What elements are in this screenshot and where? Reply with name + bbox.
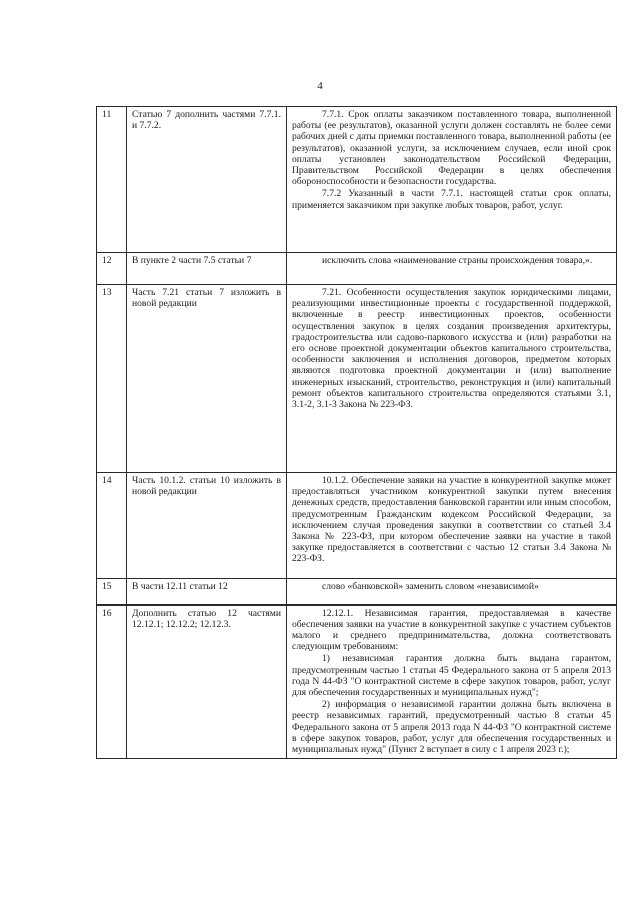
amendment-text [287, 605, 617, 759]
amendment-location: В части 12.11 статьи 12 [127, 579, 287, 605]
table-row [97, 473, 617, 579]
amendment-location: Часть 10.1.2. статьи 10 изложить в новой редакции [127, 473, 287, 579]
amendment-text [287, 253, 617, 285]
table-row [97, 107, 617, 253]
amendment-paragraph: 1) независимая гарантия должна быть выдана гарантом, предусмотренным частью 1 статьи 45 Федерального закона от 5 апреля 2013 года N 44-ФЗ "О контрактной системе в сфере закупок товаров, работ, услуг для обеспечения государственных и муниципальных нужд"; [292, 653, 611, 698]
row-number: 13 [97, 285, 127, 473]
amendment-paragraph: 10.1.2. Обеспечение заявки на участие в конкурентной закупке может предоставляться участником конкурентной закупки путем внесения денежных средств, предоставления банковской гарантии или иным способом, предусмотренным Гражданским кодексом Российской Федерации, за исключением случая проведения закупки в соответствии со статьей 3.4 Закона № 223-ФЗ, при котором обеспечение заявки на участие в такой закупке предоставляется в соответствии с частью 12 статьи 3.4 Закона № 223-ФЗ. [292, 475, 611, 565]
amendment-text [287, 579, 617, 605]
amendment-location: Часть 7.21 статьи 7 изложить в новой редакции [127, 285, 287, 473]
row-number: 14 [97, 473, 127, 579]
row-number: 15 [97, 579, 127, 605]
row-number: 16 [97, 605, 127, 759]
amendment-paragraph: 2) информация о независимой гарантии должна быть включена в реестр независимых гарантий, предусмотренный частью 8 статьи 45 Федерального закона от 5 апреля 2013 года N 44-ФЗ "О контрактной системе в сфере закупок товаров, работ, услуг для обеспечения государственных и муниципальных нужд" (Пункт 2 вступает в силу с 1 апреля 2023 г.); [292, 699, 611, 755]
table-row [97, 579, 617, 605]
amendment-location: Дополнить статью 12 частями 12.12.1; 12.12.2; 12.12.3. [127, 605, 287, 759]
table-row [97, 605, 617, 759]
amendment-paragraph: 12.12.1. Независимая гарантия, предоставляемая в качестве обеспечения заявки на участие в конкурентной закупке с участием субъектов малого и среднего предпринимательства, должна соответствовать следующим требованиям: [292, 607, 611, 653]
amendments-table [96, 106, 617, 759]
row-number: 12 [97, 253, 127, 285]
row-number: 11 [97, 107, 127, 253]
amendment-text [287, 473, 617, 579]
page-number: 4 [317, 80, 323, 92]
amendment-paragraph: 7.7.2 Указанный в части 7.7.1. настоящей статьи срок оплаты, применяется заказчиком при закупке любых товаров, работ, услуг. [292, 188, 611, 211]
amendment-paragraph: 7.21. Особенности осуществления закупок юридическими лицами, реализующими инвестиционные проекты с государственной поддержкой, включенные в реестр инвестиционных проектов, особенности осуществления закупок в целях создания произведения архитектуры, градостроительства или садово-паркового искусства и (или) разработки на его основе проектной документации объектов капитального строительства, особенности заключения и исполнения договоров, предметом которых являются подготовка проектной документации и (или) выполнение инженерных изысканий, строительство, реконструкция и (или) капитальный ремонт объектов капитального строительства определяются статьями 3.1, 3.1-2, 3.1-3 Закона № 223-ФЗ. [292, 287, 611, 411]
amendment-location: В пункте 2 части 7.5 статьи 7 [127, 253, 287, 285]
amendment-text [287, 107, 617, 253]
amendment-location: Статью 7 дополнить частями 7.7.1. и 7.7.2. [127, 107, 287, 253]
amendment-text [287, 285, 617, 473]
amendment-paragraph: 7.7.1. Срок оплаты заказчиком поставленного товара, выполненной работы (ее результатов), оказанной услуги должен составлять не более семи рабочих дней с даты приемки поставленного товара, выполненной работы (ее результатов), оказанной услуги, за исключением случаев, если иной срок оплаты установлен законодательством Российской Федерации, Правительством Российской Федерации в целях обеспечения обороноспособности и безопасности государства. [292, 109, 611, 188]
table-row [97, 253, 617, 285]
amendment-paragraph: исключить слова «наименование страны происхождения товара,». [322, 255, 593, 266]
amendment-paragraph: слово «банковской» заменить словом «независимой» [322, 581, 539, 592]
table-row [97, 285, 617, 473]
